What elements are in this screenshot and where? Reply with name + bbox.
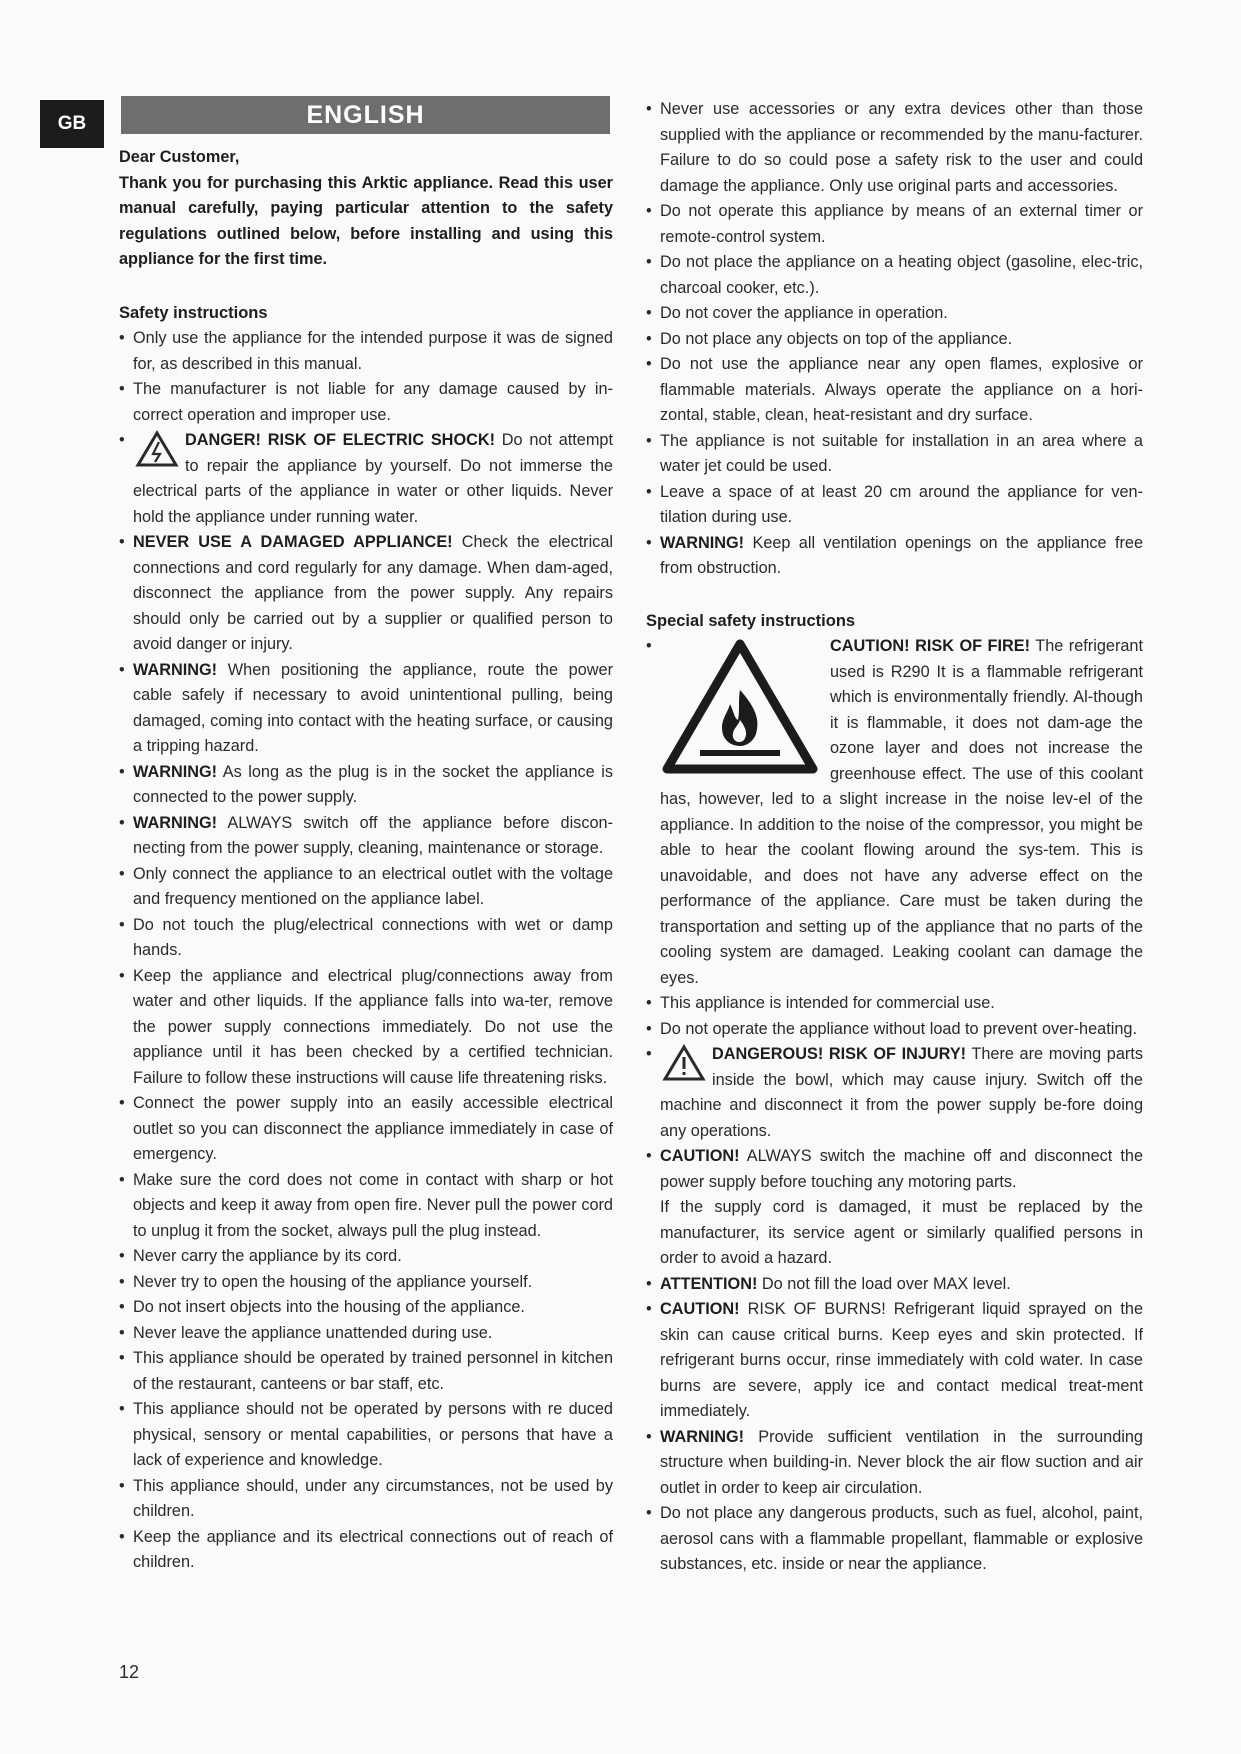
safety-item-6: • WARNING! As long as the plug is in the socket the appliance is connected to the power supply. <box>119 760 613 811</box>
safety-item-9: • Do not touch the plug/electrical connections with wet or damp hands. <box>119 913 613 964</box>
left-column <box>119 145 613 1576</box>
special-item-5: • CAUTION! ALWAYS switch the machine off and disconnect the power supply before touching any motoring parts. If the supply cord is damaged, it must be replaced by the manufacturer, its service agent or similarly qualified persons in order to avoid a hazard. <box>646 1144 1143 1272</box>
special-item-8: • WARNING! Provide sufficient ventilation in the surrounding structure when building-in. Never block the air flow suction and air outlet in order to keep air circulation. <box>646 1425 1143 1502</box>
electric-shock-warning-icon <box>135 430 179 468</box>
language-banner: ENGLISH <box>121 96 610 134</box>
general-item-1: • Never use accessories or any extra devices other than those supplied with the appliance or recommended by the manu-facturer. Failure to do so could pose a safety risk to the user and could damage the appliance. Only use original parts and accessories. <box>646 97 1143 199</box>
safety-list <box>119 326 613 1576</box>
special-item-7: • CAUTION! RISK OF BURNS! Refrigerant liquid sprayed on the skin can cause critical burns. Keep eyes and skin protected. If refrigerant burns occur, rinse immediately with cold water. In case burns are severe, apply ice and contact medical treat-ment immediately. <box>646 1297 1143 1425</box>
general-item-6: • Do not use the appliance near any open flames, explosive or flammable materials. Always operate the appliance on a hori-zontal, stable, clean, heat-resistant and dry surface. <box>646 352 1143 429</box>
safety-item-8: • Only connect the appliance to an electrical outlet with the voltage and frequency mentioned on the appliance label. <box>119 862 613 913</box>
special-item-4: • DANGEROUS! RISK OF INJURY! There are moving parts inside the bowl, which may cause injury. Switch off the machine and disconnect it from the power supply be-fore doing any operations. <box>646 1042 1143 1144</box>
intro <box>119 145 613 273</box>
safety-item-17: • This appliance should be operated by trained personnel in kitchen of the restaurant, canteens or bar staff, etc. <box>119 1346 613 1397</box>
general-item-2: • Do not operate this appliance by means of an external timer or remote-control system. <box>646 199 1143 250</box>
general-item-3: • Do not place the appliance on a heating object (gasoline, elec-tric, charcoal cooker, etc.). <box>646 250 1143 301</box>
safety-item-3: • DANGER! RISK OF ELECTRIC SHOCK! Do not attempt to repair the appliance by yourself. Do not immerse the electrical parts of the appliance in water or other liquids. Never hold the appliance under running water. <box>119 428 613 530</box>
general-item-8: • Leave a space of at least 20 cm around the appliance for ven-tilation during use. <box>646 480 1143 531</box>
language-tab: GB <box>40 100 104 148</box>
general-item-7: • The appliance is not suitable for installation in an area where a water jet could be used. <box>646 429 1143 480</box>
safety-item-10: • Keep the appliance and electrical plug/connections away from water and other liquids. If the appliance falls into wa-ter, remove the power supply connections immediately. Do not use the appliance until it has been checked by a certified technician. Failure to follow these instructions will cause life threatening risks. <box>119 964 613 1092</box>
safety-item-2: • The manufacturer is not liable for any damage caused by in-correct operation and improper use. <box>119 377 613 428</box>
safety-item-16: • Never leave the appliance unattended during use. <box>119 1321 613 1347</box>
injury-warning-icon <box>662 1044 706 1082</box>
safety-item-4: • NEVER USE A DAMAGED APPLIANCE! Check the electrical connections and cord regularly for any damage. When dam-aged, disconnect the appliance from the power supply. Any repairs should only be carried out by a supplier or qualified person to avoid danger or injury. <box>119 530 613 658</box>
safety-item-20: • Keep the appliance and its electrical connections out of reach of children. <box>119 1525 613 1576</box>
special-item-3: • Do not operate the appliance without load to prevent over-heating. <box>646 1017 1143 1043</box>
safety-item-19: • This appliance should, under any circumstances, not be used by children. <box>119 1474 613 1525</box>
safety-item-13: • Never carry the appliance by its cord. <box>119 1244 613 1270</box>
special-item-6: • ATTENTION! Do not fill the load over MAX level. <box>646 1272 1143 1298</box>
right-column <box>646 97 1143 1578</box>
safety-item-14: • Never try to open the housing of the appliance yourself. <box>119 1270 613 1296</box>
general-item-4: • Do not cover the appliance in operation. <box>646 301 1143 327</box>
general-list <box>646 97 1143 582</box>
special-item-9: • Do not place any dangerous products, such as fuel, alcohol, paint, aerosol cans with a flammable propellant, flammable or explosive substances, etc. inside or near the appliance. <box>646 1501 1143 1578</box>
safety-item-5: • WARNING! When positioning the appliance, route the power cable safely if necessary to avoid unintentional pulling, being damaged, coming into contact with the heating surface, or causing a tripping hazard. <box>119 658 613 760</box>
safety-item-7: • WARNING! ALWAYS switch off the appliance before discon-necting from the power supply, cleaning, maintenance or storage. <box>119 811 613 862</box>
safety-item-1: • Only use the appliance for the intended purpose it was de signed for, as described in this manual. <box>119 326 613 377</box>
flammable-warning-icon <box>660 638 820 776</box>
special-list <box>646 634 1143 1578</box>
safety-item-15: • Do not insert objects into the housing of the appliance. <box>119 1295 613 1321</box>
page-number: 12 <box>119 1662 140 1682</box>
safety-item-12: • Make sure the cord does not come in contact with sharp or hot objects and keep it away from open fire. Never pull the power cord to unplug it from the socket, always pull the plug instead. <box>119 1168 613 1245</box>
safety-item-18: • This appliance should not be operated by persons with re duced physical, sensory or mental capabilities, or persons that have a lack of experience and knowledge. <box>119 1397 613 1474</box>
special-item-1: • CAUTION! RISK OF FIRE! The refrigerant used is R290 It is a flammable refrigerant which is environmentally friendly. Al-though it is flammable, it does not dam-age the ozone layer and does not increase the greenhouse effect. The use of this coolant has, however, led to a slight increase in the noise lev-el of the appliance. In addition to the noise of the compressor, you might be able to hear the coolant flowing around the sys-tem. This is unavoidable, and does not have any adverse effect on the performance of the appliance. Care must be taken during the transportation and setting up of the appliance that no parts of the cooling system are damaged. Leaking coolant can damage the eyes. <box>646 634 1143 991</box>
intro-thanks: Thank you for purchasing this Arktic appliance. Read this user manual carefully, paying particular attention to the safety regulations outlined below, before installing and using this appliance for the first time. <box>119 173 613 268</box>
safety-title: Safety instructions <box>119 303 268 322</box>
greeting: Dear Customer, <box>119 148 240 166</box>
general-item-9: • WARNING! Keep all ventilation openings on the appliance free from obstruction. <box>646 531 1143 582</box>
special-title: Special safety instructions <box>646 611 856 630</box>
safety-item-11: • Connect the power supply into an easily accessible electrical outlet so you can disconnect the appliance immediately in case of emergency. <box>119 1091 613 1168</box>
special-item-2: • This appliance is intended for commercial use. <box>646 991 1143 1017</box>
general-item-5: • Do not place any objects on top of the appliance. <box>646 327 1143 353</box>
